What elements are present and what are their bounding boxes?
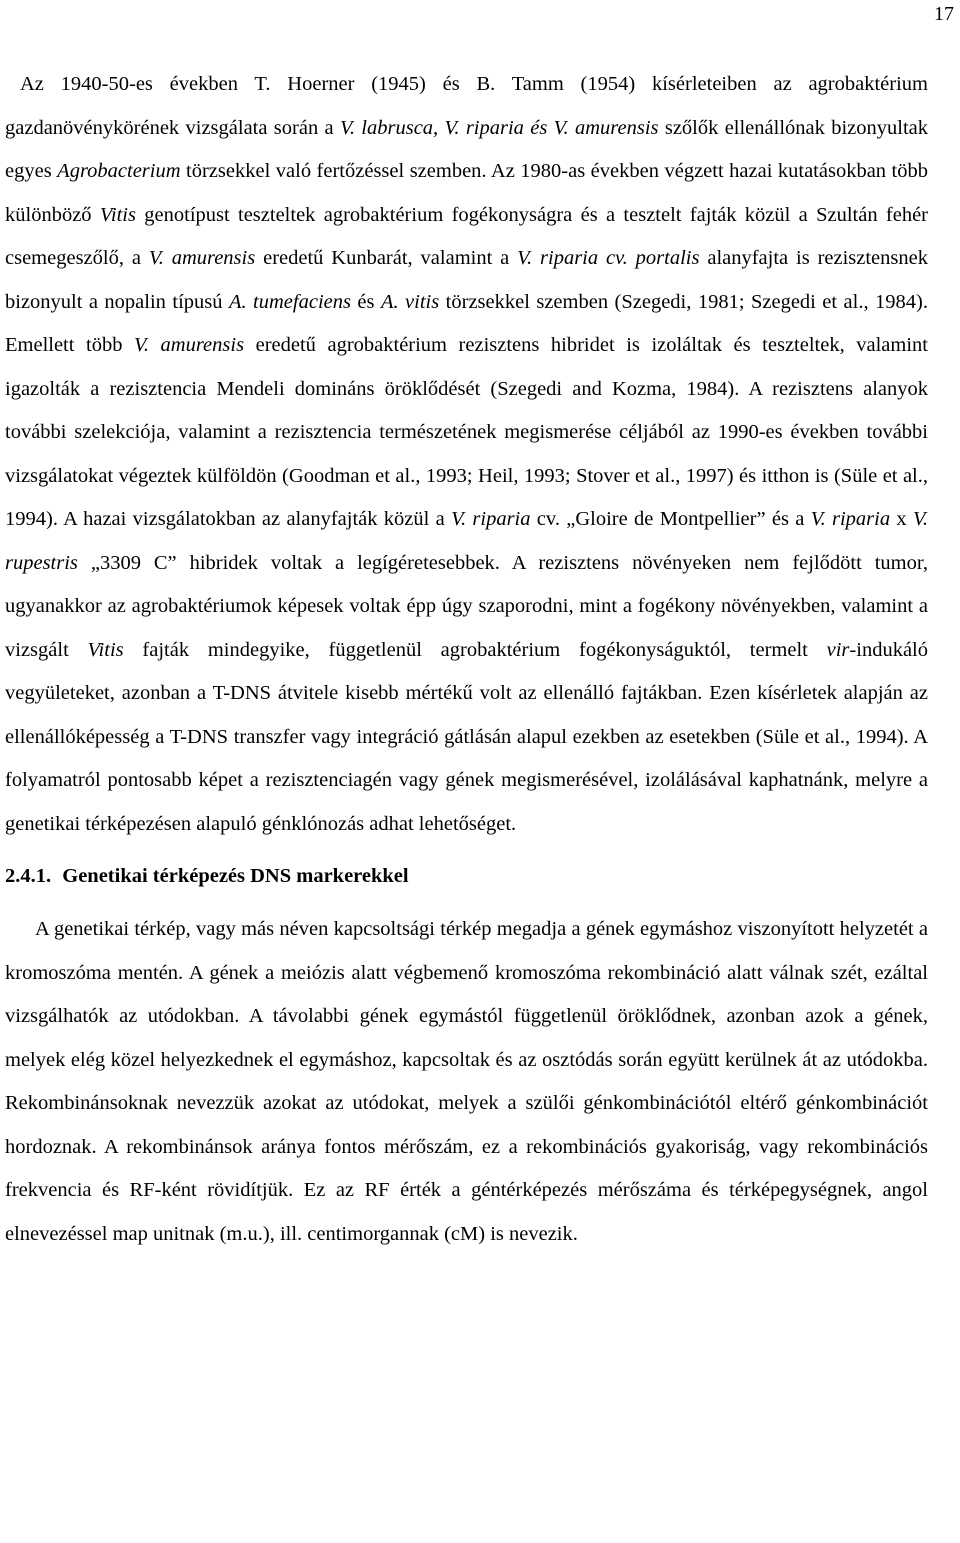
text-run: -indukáló vegyületeket, azonban a T-DNS átvitele kisebb mértékű volt az ellenálló fajtákban. Ezen kísérletek alapján az ellenállóképesség a T-DNS transzfer vagy integráció gátlásán alapul ezekben az esetekben (Süle et al., 1994). A folyamatról pontosabb képet a rezisztenciagén vagy gének megismerésével, izolálásával kaphatnánk, melyre a genetikai térképezésen alapuló génklónozás adhat lehetőséget. — [5, 638, 928, 835]
text-run: genotípust teszteltek agrobaktérium fogékonyságra és a tesztelt fajták közül a Szultán fehér csemegeszőlő, a — [5, 203, 928, 269]
italic-text-run: V. labrusca, V. riparia és V. amurensis — [339, 116, 659, 139]
paragraph-resistance-history — [5, 63, 928, 846]
italic-text-run: V. rupestris — [5, 508, 928, 574]
italic-text-run: Vitis — [87, 638, 124, 661]
text-run: A genetikai térkép, vagy más néven kapcsoltsági térkép megadja a gének egymáshoz viszonyított helyzetét a kromoszóma mentén. A gének a meiózis alatt végbemenő kromoszóma rekombináció alatt válnak szét, ezáltal vizsgálhatók az utódokban. A távolabbi gének egymástól függetlenül öröklődnek, azonban azok a gének, melyek elég közel helyezkednek el egymáshoz, kapcsoltak és az osztódás során együtt kerülnek át az utódokba. Rekombinánsoknak nevezzük azokat az utódokat, melyek a szülői génkombinációtól eltérő génkombinációt hordoznak. A rekombinánsok aránya fontos mérőszám, ez a rekombinációs gyakoriság, vagy rekombinációs frekvencia és RF-ként rövidítjük. Ez az RF érték a géntérképezés mérőszáma és térképegységnek, angol elnevezéssel map unitnak (m.u.), ill. centimorgannak (cM) is nevezik. — [5, 918, 928, 1245]
italic-text-run: Vitis — [99, 203, 136, 226]
italic-text-run: V. amurensis — [133, 334, 245, 356]
text-run: törzsekkel szemben (Szegedi, 1981; Szegedi et al., 1984). Emellett több — [5, 290, 928, 356]
text-run: Az 1940-50-es években T. Hoerner (1945) és B. Tamm (1954) kísérleteiben az agrobaktérium gazdanövénykörének vizsgálata során a — [5, 73, 928, 139]
section-heading — [5, 862, 928, 890]
text-run: x — [890, 508, 913, 530]
section-title: Genetikai térképezés DNS markerekkel — [62, 865, 409, 887]
text-run: eredetű agrobaktérium rezisztens hibridet is izoláltak és teszteltek, valamint igazolták a rezisztencia Mendeli domináns öröklődését (Szegedi and Kozma, 1984). A rezisztens alanyok további szelekciója, valamint a rezisztencia természetének megismerése céljából az 1990-es években további vizsgálatokat végeztek külföldön (Goodman et al., 1993; Heil, 1993; Stover et al., 1997) és itthon is (Süle et al., 1994). A hazai vizsgálatokban az alanyfajták közül a — [5, 334, 928, 530]
page-number: 17 — [934, 3, 954, 25]
section-number: 2.4.1. — [5, 865, 52, 887]
text-run: törzsekkel való fertőzéssel szemben. Az 1980-as években végzett hazai kutatásokban több különböző — [5, 160, 928, 226]
text-run: és — [350, 290, 381, 313]
italic-text-run: vir — [826, 638, 850, 661]
text-run: fajták mindegyike, függetlenül agrobaktérium fogékonyságuktól, termelt — [123, 638, 827, 661]
italic-text-run: Agrobacterium — [57, 160, 181, 182]
paragraph-genetic-map — [5, 908, 928, 1256]
text-run: „3309 C” hibridek voltak a legígéretesebbek. A rezisztens növényeken nem fejlődött tumor, ugyanakkor az agrobaktériumok képesek voltak épp úgy szaporodni, mint a fogékony növényekben, valamint a vizsgált — [5, 551, 928, 661]
italic-text-run: V. riparia cv. portalis — [517, 247, 700, 269]
text-run: szőlők ellenállónak bizonyultak egyes — [5, 116, 928, 182]
text-run: eredetű Kunbarát, valamint a — [255, 247, 518, 269]
italic-text-run: V. riparia — [451, 508, 531, 530]
document-body — [5, 63, 928, 1256]
italic-text-run: V. amurensis — [148, 247, 256, 269]
italic-text-run: A. tumefaciens — [228, 290, 351, 313]
italic-text-run: V. riparia — [810, 508, 891, 530]
italic-text-run: A. vitis — [380, 290, 440, 313]
text-run: alanyfajta is rezisztensnek bizonyult a nopalin típusú — [5, 247, 928, 313]
text-run: cv. „Gloire de Montpellier” és a — [530, 508, 811, 530]
